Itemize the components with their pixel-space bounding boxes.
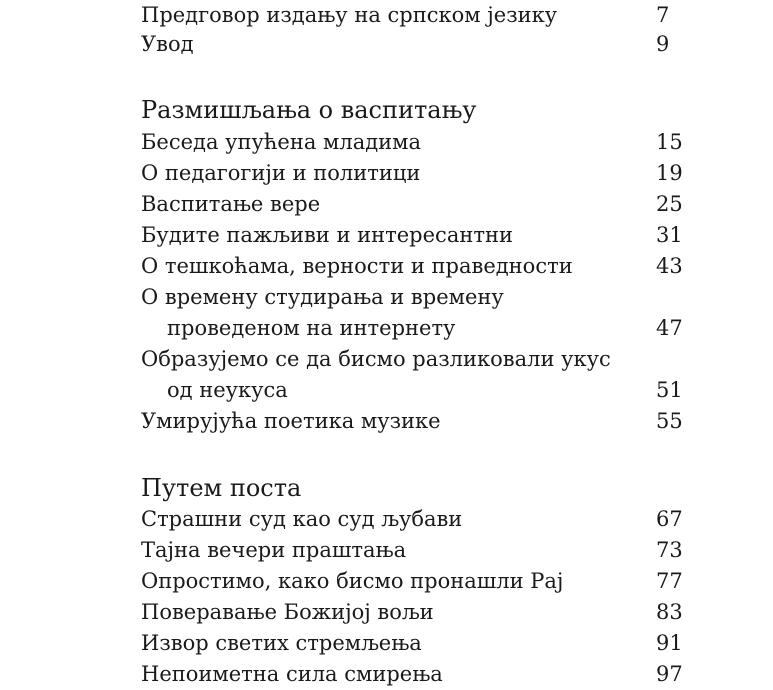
toc-entry[interactable] [141, 628, 681, 659]
toc-entry[interactable] [141, 158, 681, 189]
section-heading: Размишљања о васпитању [141, 96, 477, 124]
toc-entry[interactable] [141, 597, 681, 628]
toc-entry[interactable] [141, 29, 681, 60]
toc-entry-page: 73 [656, 538, 683, 562]
toc-entry-title-continuation: проведеном на интернету [167, 316, 456, 340]
toc-entry[interactable] [141, 344, 681, 375]
toc-entry-page: 9 [656, 32, 670, 56]
toc-entry-title: Умирујућа поетика музике [141, 409, 441, 433]
toc-entry-continuation[interactable] [141, 375, 681, 406]
toc-entry[interactable] [141, 535, 681, 566]
toc-entry-title: Беседа упућена младима [141, 130, 422, 154]
toc-entry-page: 97 [656, 662, 683, 686]
toc-entry-page: 91 [656, 631, 683, 655]
toc-entry-page: 19 [656, 161, 683, 185]
toc-entry[interactable] [141, 406, 681, 437]
toc-entry-title: Страшни суд као суд љубави [141, 507, 463, 531]
toc-entry-page: 51 [656, 378, 683, 402]
toc-entry-title: Извор светих стремљења [141, 631, 422, 655]
toc-entry-title: Тајна вечери праштања [141, 538, 407, 562]
toc-entry-title-continuation: од неукуса [167, 378, 288, 402]
toc-entry-title: Увод [141, 32, 194, 56]
toc-entry-title: Образујемо се да бисмо разликовали укус [141, 347, 611, 371]
toc-entry-page: 15 [656, 130, 683, 154]
toc-entry-title: О тешкоћама, верности и праведности [141, 254, 573, 278]
toc-entry-title: О времену студирања и времену [141, 285, 504, 309]
toc-entry[interactable] [141, 0, 681, 31]
toc-entry-page: 67 [656, 507, 683, 531]
toc-entry-continuation[interactable] [141, 313, 681, 344]
section-heading: Путем поста [141, 474, 302, 502]
toc-entry-title: Поверавање Божијој вољи [141, 600, 434, 624]
toc-entry-page: 7 [656, 3, 670, 27]
toc-entry-title: О педагогији и политици [141, 161, 421, 185]
toc-entry-title: Васпитање вере [141, 192, 321, 216]
toc-entry-page: 55 [656, 409, 683, 433]
toc-entry[interactable] [141, 189, 681, 220]
toc-entry-title: Опростимо, како бисмо пронашли Рај [141, 569, 564, 593]
toc-entry-title: Непоиметна сила смирења [141, 662, 443, 686]
toc-entry-title: Будите пажљиви и интересантни [141, 223, 513, 247]
toc-entry[interactable] [141, 251, 681, 282]
toc-entry-page: 47 [656, 316, 683, 340]
toc-entry[interactable] [141, 220, 681, 251]
toc-entry-page: 43 [656, 254, 683, 278]
toc-entry-page: 25 [656, 192, 683, 216]
toc-entry-page: 77 [656, 569, 683, 593]
toc-entry[interactable] [141, 282, 681, 313]
toc-entry-title: Предговор издању на српском језику [141, 3, 558, 27]
toc-entry-page: 83 [656, 600, 683, 624]
toc-entry-page: 31 [656, 223, 683, 247]
toc-entry[interactable] [141, 127, 681, 158]
toc-entry[interactable] [141, 566, 681, 597]
toc-entry[interactable] [141, 504, 681, 535]
